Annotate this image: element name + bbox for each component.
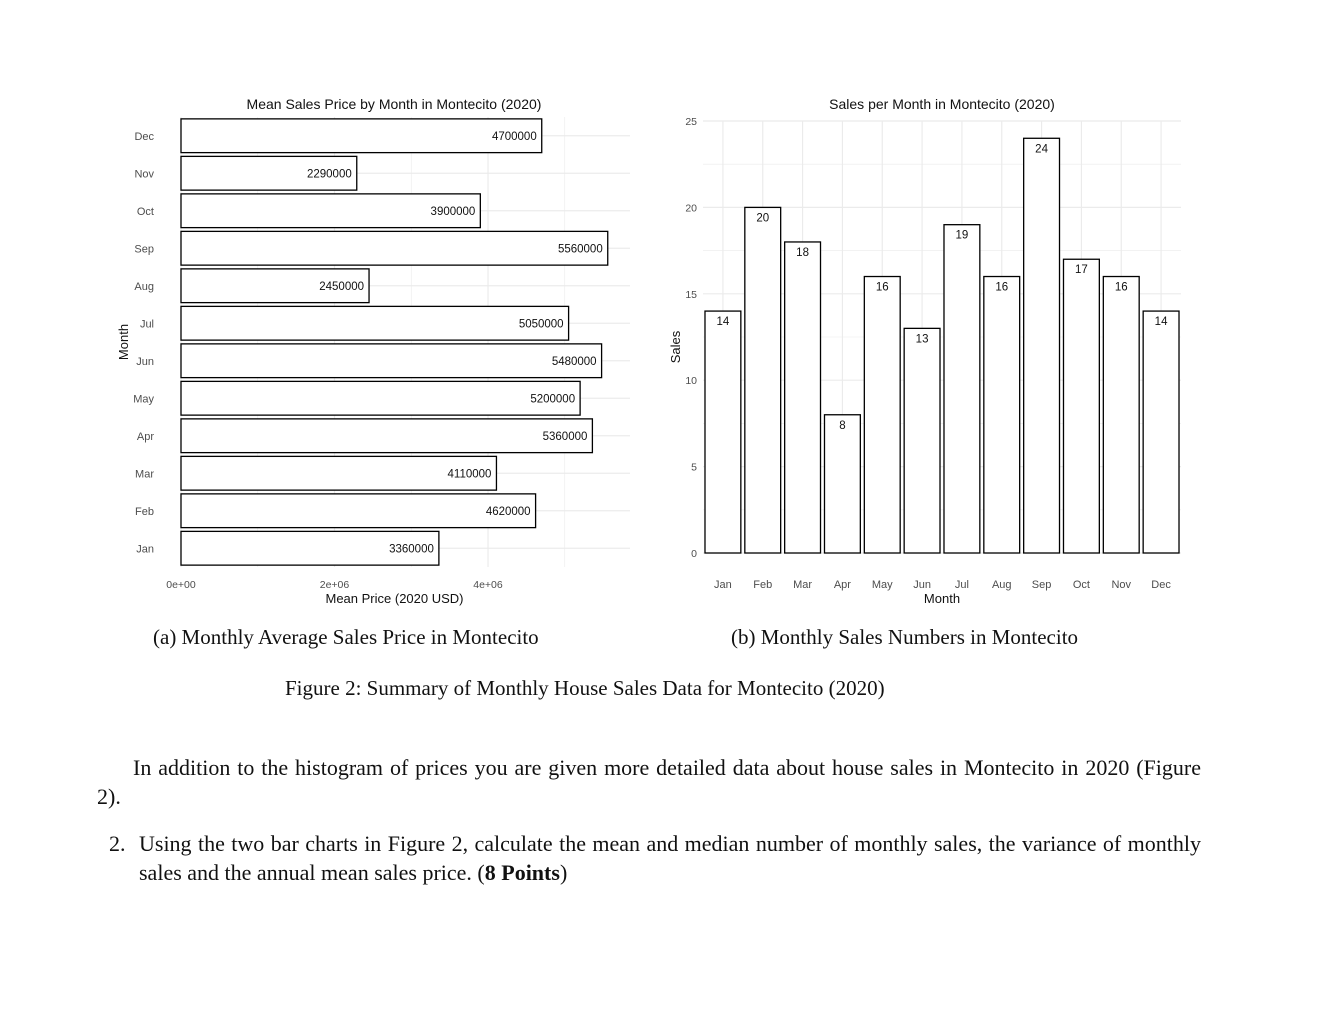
- data-label: 8: [839, 419, 846, 432]
- bar-dec: [181, 119, 542, 153]
- bar-nov: [1103, 277, 1139, 553]
- data-label: 5050000: [518, 318, 564, 331]
- y-axis-title: Sales: [668, 330, 683, 364]
- data-label: 2450000: [319, 280, 365, 293]
- y-tick-label: Nov: [134, 168, 154, 181]
- chart-mean-price: [116, 96, 630, 606]
- data-label: 13: [915, 333, 929, 346]
- bar-may: [864, 277, 900, 553]
- caption-a: (a) Monthly Average Sales Price in Montecito: [153, 625, 539, 649]
- y-tick-label: 5: [691, 461, 697, 474]
- x-tick-label: Jun: [913, 579, 931, 591]
- question-points: 8 Points: [484, 860, 560, 885]
- x-tick-label: Feb: [753, 579, 773, 591]
- x-tick-label: May: [871, 579, 893, 591]
- data-label: 5360000: [542, 430, 588, 443]
- bar-feb: [181, 494, 536, 528]
- x-tick-label: Apr: [833, 579, 851, 591]
- y-axis-title: Month: [116, 323, 131, 361]
- data-label: 4110000: [447, 468, 492, 481]
- x-tick-label: 2e+06: [319, 579, 350, 591]
- x-tick-label: Mar: [793, 579, 813, 591]
- x-tick-label: Oct: [1072, 579, 1090, 591]
- data-label: 5560000: [557, 243, 603, 256]
- intro-paragraph: [97, 753, 1201, 811]
- y-tick-label: Apr: [136, 430, 154, 443]
- intro-text: In addition to the histogram of prices you are given more detailed data about house sales in Montecito in 2020 (Figure 2).: [97, 755, 1201, 809]
- data-label: 14: [716, 316, 730, 329]
- y-tick-label: 20: [685, 202, 697, 215]
- data-label: 4620000: [485, 505, 531, 518]
- bar-jul: [181, 306, 569, 340]
- y-tick-label: 15: [685, 288, 697, 301]
- y-tick-label: Jul: [139, 318, 154, 331]
- bar-jul: [944, 225, 980, 553]
- bar-sep: [181, 231, 608, 265]
- bar-feb: [745, 207, 781, 553]
- x-tick-label: Dec: [1151, 579, 1171, 591]
- x-tick-label: Sep: [1031, 579, 1052, 591]
- x-tick-label: Jan: [714, 579, 732, 591]
- bar-apr: [181, 419, 592, 453]
- data-label: 18: [796, 246, 809, 259]
- bar-jun: [904, 328, 940, 553]
- y-tick-label: Oct: [136, 205, 154, 218]
- x-axis-title: Month: [923, 591, 961, 606]
- y-tick-label: Aug: [134, 280, 154, 293]
- bar-may: [181, 381, 580, 415]
- data-label: 24: [1035, 143, 1048, 156]
- caption-b: (b) Monthly Sales Numbers in Montecito: [731, 625, 1079, 649]
- y-tick-label: 10: [685, 375, 697, 388]
- data-label: 16: [875, 281, 889, 294]
- y-tick-label: Jan: [136, 543, 154, 556]
- y-tick-label: 25: [685, 116, 697, 128]
- y-tick-label: Mar: [135, 468, 154, 481]
- data-label: 4700000: [491, 130, 537, 143]
- bar-jan: [705, 311, 741, 553]
- bar-oct: [1063, 259, 1099, 553]
- x-tick-label: Jul: [954, 579, 969, 591]
- question-text: Using the two bar charts in Figure 2, calculate the mean and median number of monthly sales, the variance of monthly sales and the annual mean sales price. (: [139, 831, 1201, 885]
- figure-caption: Figure 2: Summary of Monthly House Sales Data for Montecito (2020): [285, 676, 885, 700]
- data-label: 19: [955, 229, 969, 242]
- bar-sep: [1024, 138, 1060, 553]
- y-tick-label: Dec: [134, 130, 154, 143]
- data-label: 16: [1114, 281, 1128, 294]
- data-label: 5200000: [530, 393, 576, 406]
- question-number: 2.: [109, 831, 126, 856]
- bar-dec: [1143, 311, 1179, 553]
- y-tick-label: Jun: [136, 355, 154, 368]
- y-tick-label: May: [133, 393, 154, 406]
- y-tick-label: 0: [691, 548, 697, 560]
- data-label: 16: [995, 281, 1009, 294]
- y-tick-label: Sep: [134, 243, 154, 256]
- data-label: 2290000: [306, 168, 352, 181]
- chart-title: Mean Sales Price by Month in Montecito (2020): [246, 96, 542, 112]
- chart-title: Sales per Month in Montecito (2020): [829, 96, 1055, 112]
- x-tick-label: 4e+06: [473, 579, 503, 591]
- question-item: [97, 829, 1201, 887]
- y-tick-label: Feb: [135, 505, 154, 518]
- x-axis-title: Mean Price (2020 USD): [325, 591, 464, 606]
- question-end: ): [559, 860, 568, 885]
- data-label: 14: [1154, 316, 1168, 329]
- data-label: 5480000: [551, 355, 597, 368]
- data-label: 3360000: [389, 543, 434, 556]
- bar-mar: [785, 242, 821, 553]
- question-body: [139, 829, 1201, 887]
- x-tick-label: Nov: [1111, 579, 1132, 591]
- bar-apr: [824, 415, 860, 553]
- bar-jun: [181, 344, 602, 378]
- x-tick-label: 0e+00: [166, 579, 196, 591]
- data-label: 3900000: [430, 205, 476, 218]
- chart-sales-count: [668, 96, 1181, 606]
- x-tick-label: Aug: [991, 579, 1012, 591]
- data-label: 20: [756, 212, 770, 225]
- data-label: 17: [1075, 264, 1088, 277]
- bar-aug: [984, 277, 1020, 553]
